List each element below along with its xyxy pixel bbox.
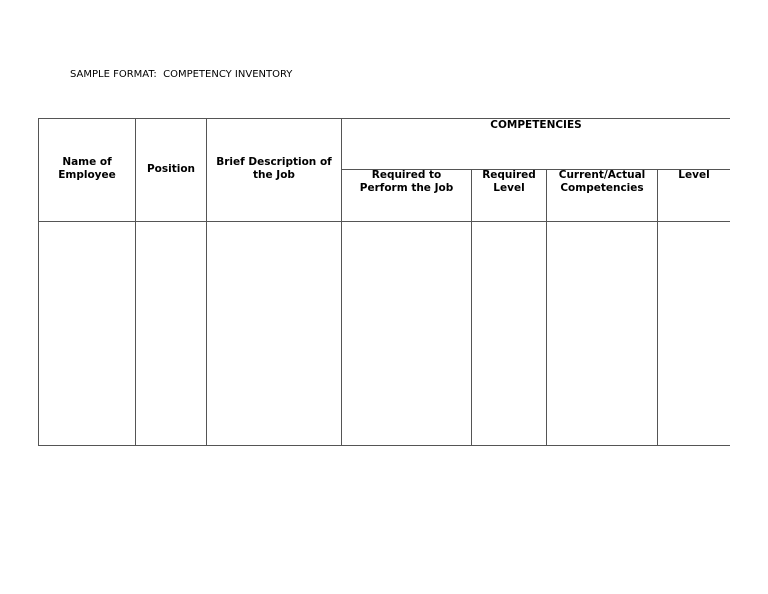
table-bottom-border (38, 445, 730, 446)
header-position: Position (146, 163, 196, 175)
header-current-actual: Current/Actual Competencies (558, 169, 646, 194)
header-brief-description: Brief Description of the Job (216, 156, 332, 181)
header-competencies: COMPETENCIES (490, 119, 582, 131)
header-name-of-employee: Name of Employee (58, 156, 116, 181)
table-body-row (39, 222, 730, 445)
competency-inventory-table (38, 118, 730, 446)
header-required-level: Required Level (482, 169, 536, 194)
document-title: SAMPLE FORMAT: COMPETENCY INVENTORY (70, 69, 293, 80)
header-required-to-perform: Required to Perform the Job (359, 169, 454, 194)
header-level: Level (678, 169, 710, 181)
